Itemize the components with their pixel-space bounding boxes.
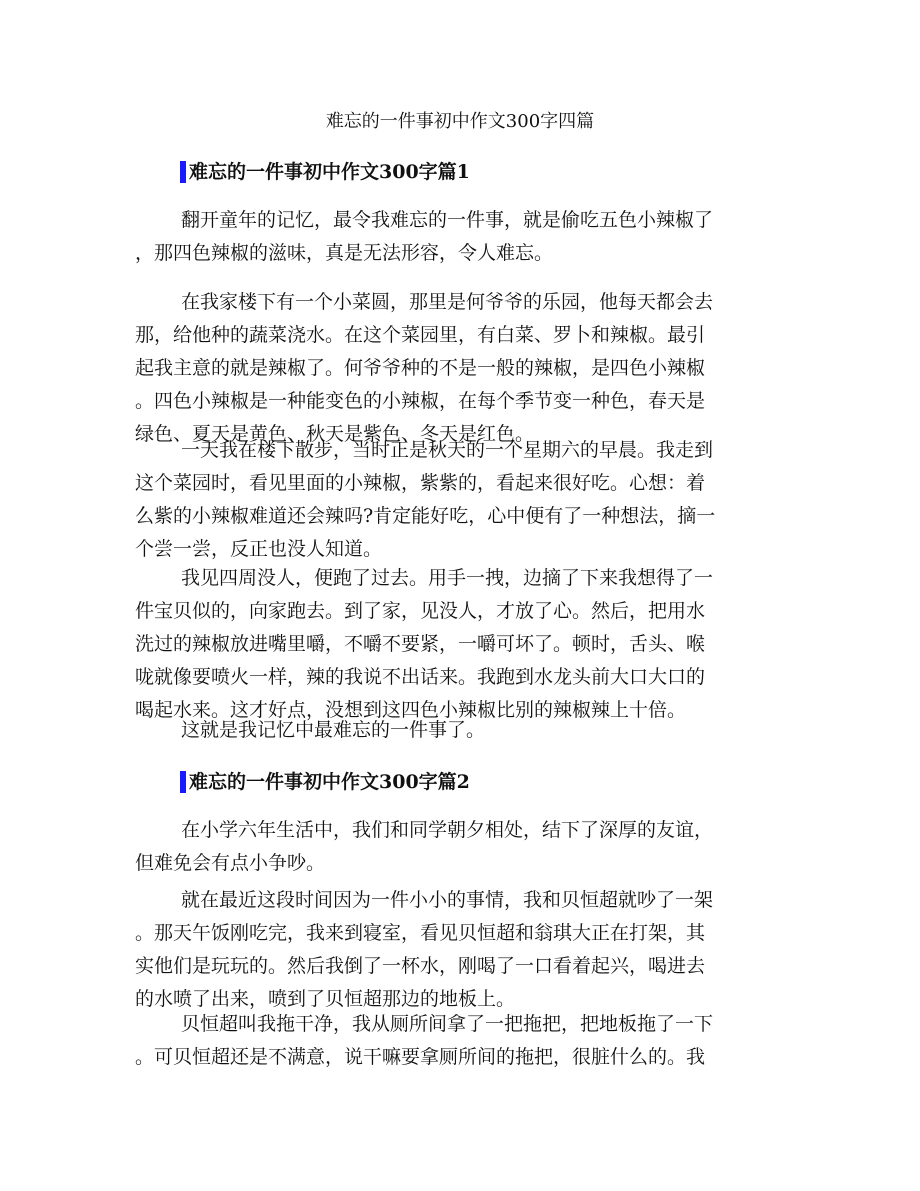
section-2-paragraph-2 [135,884,785,1016]
section-1-paragraph-1 [135,204,785,270]
section-1-paragraph-5 [135,714,785,747]
text-line: 喝起水来。这才好点，没想到这四色小辣椒比别的辣椒辣上十倍。 [135,699,687,721]
section-2-paragraph-1 [135,814,785,880]
document-title: 难忘的一件事初中作文300字四篇 [325,111,595,132]
section-1-paragraph-3 [135,434,785,566]
section-1-heading [180,158,470,186]
text-line: 的水喷了出来，喷到了贝恒超那边的地板上。 [135,988,516,1010]
text-line: 翻开童年的记忆，最令我难忘的一件事，就是偷吃五色小辣椒了 [181,209,714,231]
text-line: 绿色、夏天是黄色、秋天是紫色、冬天是红色。 [135,423,535,445]
section-1-paragraph-2 [135,286,785,451]
text-line: 那，给他种的蔬菜浇水。在这个菜园里，有白菜、罗卜和辣椒。最引 [135,324,706,346]
text-line: 我见四周没人，便跑了过去。用手一拽，边摘了下来我想得了一 [181,567,714,589]
section-1-heading-text: 难忘的一件事初中作文300字篇1 [189,161,470,183]
section-2-paragraph-3 [135,1008,785,1074]
text-line: 一天我在楼下散步，当时正是秋天的一个星期六的早晨。我走到 [181,439,714,461]
text-line: 洗过的辣椒放进嘴里嚼，不嚼不要紧，一嚼可坏了。顿时，舌头、喉 [135,633,706,655]
text-line: 个尝一尝，反正也没人知道。 [135,538,383,560]
text-line: 。可贝恒超还是不满意，说干嘛要拿厕所间的拖把，很脏什么的。我 [135,1046,706,1068]
text-line: 这个菜园时，看见里面的小辣椒，紫紫的，看起来很好吃。心想：着 [135,472,706,494]
text-line: 就在最近这段时间因为一件小小的事情，我和贝恒超就吵了一架 [181,889,714,911]
heading-marker-icon [180,771,186,793]
text-line: 实他们是玩玩的。然后我倒了一杯水，刚喝了一口看着起兴，喝进去 [135,955,706,977]
text-line: 在我家楼下有一个小菜圆，那里是何爷爷的乐园，他每天都会去 [181,291,714,313]
text-line: 咙就像要喷火一样，辣的我说不出话来。我跑到水龙头前大口大口的 [135,666,706,688]
text-line: 贝恒超叫我拖干净，我从厕所间拿了一把拖把，把地板拖了一下 [181,1013,714,1035]
section-2-heading-text: 难忘的一件事初中作文300字篇2 [189,771,470,793]
section-2-heading [180,768,470,796]
heading-marker-icon [180,161,186,183]
text-line: ，那四色辣椒的滋味，真是无法形容，令人难忘。 [135,242,554,264]
text-line: 么紫的小辣椒难道还会辣吗?肯定能好吃，心中便有了一种想法，摘一 [135,505,716,527]
text-line: 这就是我记忆中最难忘的一件事了。 [181,719,486,741]
text-line: 件宝贝似的，向家跑去。到了家，见没人，才放了心。然后，把用水 [135,600,706,622]
section-1-paragraph-4 [135,562,785,727]
text-line: 。那天午饭刚吃完，我来到寝室，看见贝恒超和翁琪大正在打架，其 [135,922,706,944]
text-line: 起我主意的就是辣椒了。何爷爷种的不是一般的辣椒，是四色小辣椒 [135,357,706,379]
text-line: 在小学六年生活中，我们和同学朝夕相处，结下了深厚的友谊， [181,819,714,841]
text-line: 。四色小辣椒是一种能变色的小辣椒，在每个季节变一种色，春天是 [135,390,706,412]
text-line: 但难免会有点小争吵。 [135,852,326,874]
